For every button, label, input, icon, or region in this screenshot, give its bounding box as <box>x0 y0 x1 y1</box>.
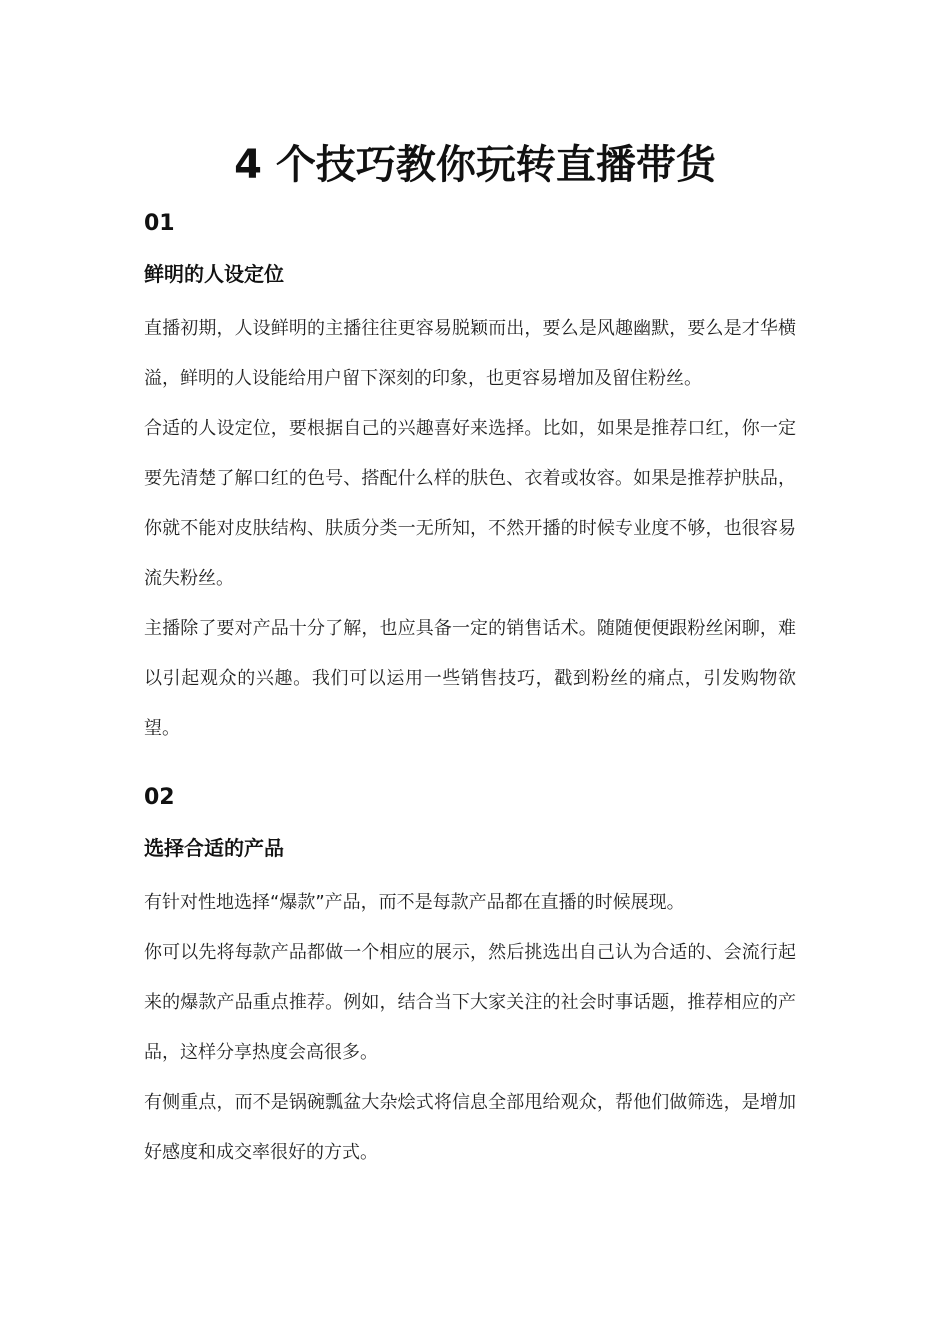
section-heading: 选择合适的产品 <box>144 836 284 860</box>
paragraph: 你可以先将每款产品都做一个相应的展示，然后挑选出自己认为合适的、会流行起来的爆款产品重点推荐。例如，结合当下大家关注的社会时事话题，推荐相应的产品，这样分享热度会高很多。 <box>144 942 796 1063</box>
paragraph: 直播初期，人设鲜明的主播往往更容易脱颖而出，要么是风趣幽默，要么是才华横溢，鲜明的人设能给用户留下深刻的印象，也更容易增加及留住粉丝。 <box>144 318 796 389</box>
document-title: 4 个技巧教你玩转直播带货 <box>234 142 716 188</box>
section-number: 02 <box>144 785 175 810</box>
section-heading: 鲜明的人设定位 <box>144 262 284 286</box>
section-02 <box>144 778 796 1178</box>
document-content <box>144 204 796 1178</box>
paragraph: 有针对性地选择“爆款”产品，而不是每款产品都在直播的时候展现。 <box>144 892 685 913</box>
section-body <box>144 878 796 1178</box>
paragraph: 有侧重点，而不是锅碗瓢盆大杂烩式将信息全部甩给观众，帮他们做筛选，是增加好感度和成交率很好的方式。 <box>144 1092 796 1163</box>
section-number: 01 <box>144 211 175 236</box>
paragraph: 合适的人设定位，要根据自己的兴趣喜好来选择。比如，如果是推荐口红，你一定要先清楚了解口红的色号、搭配什么样的肤色、衣着或妆容。如果是推荐护肤品，你就不能对皮肤结构、肤质分类一无所知，不然开播的时候专业度不够，也很容易流失粉丝。 <box>144 418 796 589</box>
paragraph: 主播除了要对产品十分了解，也应具备一定的销售话术。随随便便跟粉丝闲聊，难以引起观众的兴趣。我们可以运用一些销售技巧，戳到粉丝的痛点，引发购物欲望。 <box>144 618 796 739</box>
section-body <box>144 304 796 754</box>
section-01 <box>144 204 796 754</box>
